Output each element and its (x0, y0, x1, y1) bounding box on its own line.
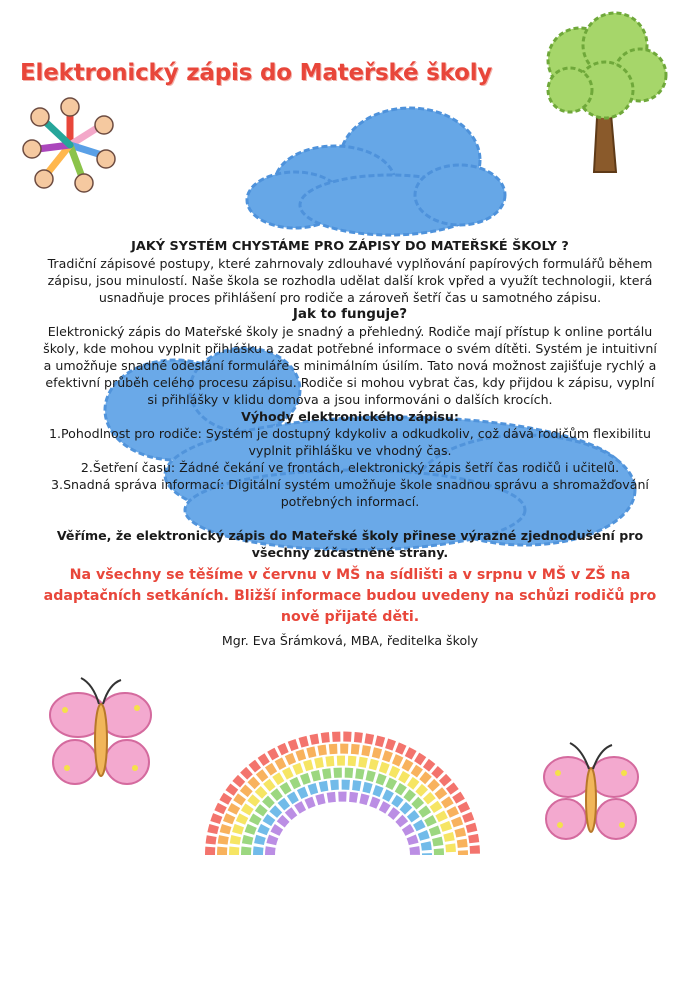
intro-heading: JAKÝ SYSTÉM CHYSTÁME PRO ZÁPISY DO MATEŘSKÉ ŠKOLY ? (131, 239, 569, 254)
benefit-item: 1.Pohodlnost pro rodiče: Systém je dostupný kdykoliv a odkudkoliv, což dává rodičům flexibilitu vyplnit přihlášku ve vhodný čas. (49, 426, 651, 458)
how-text: Elektronický zápis do Mateřské školy je snadný a přehledný. Rodiče mají přístup k online portálu školy, kde mohou vyplnit přihlášku a zadat potřebné informace o svém dítěti. Systém je intuitivní a umožňuje snadné odeslání formuláře s minimálním úsilím. Tato nová možnost zajišťuje rychlý a efektivní průběh celého procesu zápisu. Rodiče si mohou vybrat čas, kdy přijdou k zápisu, vyplní si přihlášky v klidu domova a jsou informováni o dalších krocích. (43, 324, 657, 407)
butterfly-left-illustration (45, 670, 155, 800)
how-heading: Jak to funguje? (292, 306, 408, 322)
kids-circle-illustration (20, 95, 120, 195)
butterfly-right-illustration (540, 735, 640, 855)
intro-text: Tradiční zápisové postupy, které zahrnovaly zdlouhavé vyplňování papírových formulářů během zápisu, jsou minulostí. Naše škola se rozhodla udělat další krok vpřed a využít technologii, která usnadňuje proces přihlášení pro rodiče a zároveň šetří čas u samotného zápisu. (47, 256, 653, 305)
signature: Mgr. Eva Šrámková, MBA, ředitelka školy (221, 633, 479, 648)
page-title: Elektronický zápis do Mateřské školy (20, 60, 493, 86)
rainbow-illustration (200, 725, 485, 865)
benefits-heading: Výhody elektronického zápisu: (241, 409, 459, 424)
tree-illustration (540, 10, 670, 180)
invitation-text: Na všechny se těšíme v červnu v MŠ na sídlišti a v srpnu v MŠ v ZŠ na adaptačních setkáních. Bližší informace budou uvedeny na schůzi rodičů pro nově přijaté děti. (43, 567, 657, 625)
benefit-item: 2.Šetření času: Žádné čekání ve frontách, elektronický zápis šetří čas rodičů i učitelů. (80, 460, 620, 475)
cloud-top-illustration (240, 100, 510, 240)
benefit-item: 3.Snadná správa informací: Digitální systém umožňuje škole snadnou správu a shromažďování potřebných informací. (51, 477, 649, 509)
main-content (40, 238, 660, 649)
closing-text: Věříme, že elektronický zápis do Mateřské školy přinese výrazné zjednodušení pro všechny zúčastněné strany. (56, 528, 644, 560)
